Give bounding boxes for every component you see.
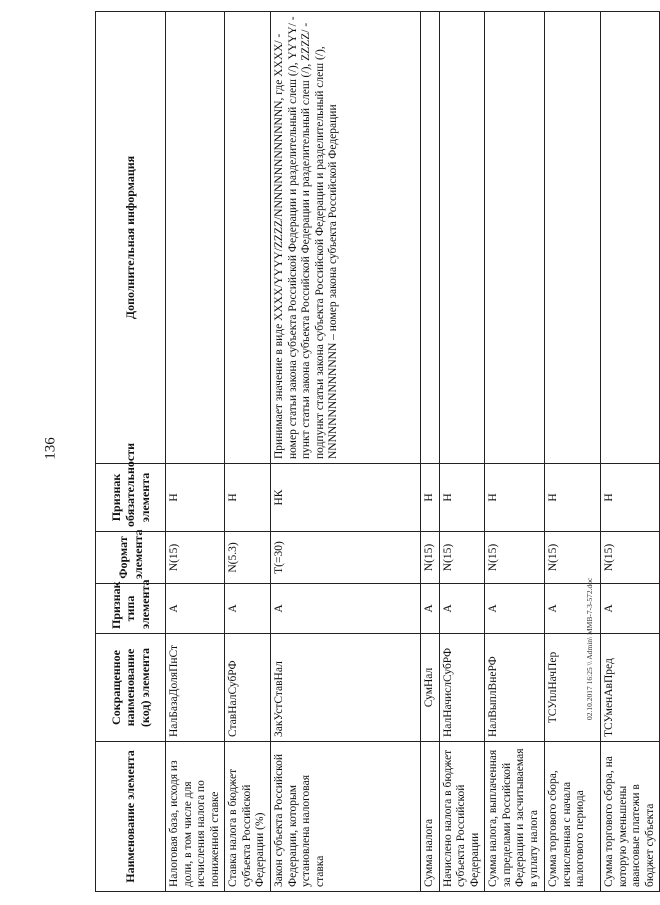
cell-type: А: [225, 584, 271, 634]
cell-info: [545, 12, 601, 464]
table-row: [439, 12, 485, 892]
cell-info: Принимает значение в виде XXXX/YYYY/ZZZZ/NNNNNNNNNNNNNN, где XXXX/ - номер статьи закона субъекта Российской Федерации и разделительный слеш (/), YYYY/ - пункт статьи закона субъекта Российской Федерации и разделительный слеш (/), ZZZZ/ - подпункт статьи закона субъекта Российской Федерации и разделительный слеш (/), NNNNNNNNNNNNNN – номер закона субъекта Российской Федерации: [270, 12, 420, 464]
cell-name: Сумма торгового сбора, исчисленная с начала налогового периода: [545, 742, 601, 892]
cell-info: [601, 12, 660, 464]
cell-required: Н: [545, 464, 601, 532]
cell-required: Н: [225, 464, 271, 532]
cell-format: N(15): [439, 532, 485, 584]
table-header-row: [96, 12, 166, 892]
cell-name: Сумма налога, выплаченная за пределами Российской Федерации и засчитываемая в уплату налога: [485, 742, 545, 892]
table-row: [420, 12, 439, 892]
cell-required: Н: [485, 464, 545, 532]
cell-type: А: [420, 584, 439, 634]
cell-info: [485, 12, 545, 464]
page-number: 136: [42, 437, 59, 460]
cell-name: Сумма налога: [420, 742, 439, 892]
cell-name: Закон субъекта Российской Федерации, которым установлена налоговая ставка: [270, 742, 420, 892]
cell-code: НалБазаДоляПнСт: [166, 634, 225, 742]
element-table: [95, 11, 660, 892]
table-row: [225, 12, 271, 892]
cell-required: НК: [270, 464, 420, 532]
header-format: Формат элемента: [96, 532, 166, 584]
cell-format: N(15): [545, 532, 601, 584]
header-required: Признак обязательности элемента: [96, 464, 166, 532]
cell-code: СумНал: [420, 634, 439, 742]
table-row: [166, 12, 225, 892]
cell-code: СтавНалСубРФ: [225, 634, 271, 742]
cell-format: N(15): [420, 532, 439, 584]
cell-required: Н: [439, 464, 485, 532]
cell-code: НалНачислСубРФ: [439, 634, 485, 742]
cell-code: НалВыплВнеРФ: [485, 634, 545, 742]
cell-code: ЗакУстСтавНал: [270, 634, 420, 742]
cell-name: Сумма торгового сбора, на которую уменьшены авансовые платежи в бюджет субъекта: [601, 742, 660, 892]
cell-type: А: [439, 584, 485, 634]
cell-format: N(15): [485, 532, 545, 584]
table-row: [601, 12, 660, 892]
cell-type: А: [166, 584, 225, 634]
cell-required: Н: [420, 464, 439, 532]
cell-type: А: [485, 584, 545, 634]
cell-format: N(5.3): [225, 532, 271, 584]
cell-required: Н: [601, 464, 660, 532]
header-info: Дополнительная информация: [96, 12, 166, 464]
footer-note: 02.10.2017 16:25 \\ Admin\ ММВ-7-3-572.doc: [585, 577, 594, 720]
cell-code: ТСУменАвПред: [601, 634, 660, 742]
header-type: Признак типа элемента: [96, 584, 166, 634]
cell-info: [439, 12, 485, 464]
cell-name: Начислено налога в бюджет субъекта Российской Федерации: [439, 742, 485, 892]
cell-info: [166, 12, 225, 464]
cell-code: ТСУплНачПер: [545, 634, 601, 742]
cell-type: А: [545, 584, 601, 634]
table-row: [270, 12, 420, 892]
header-code: Сокращенное наименование (код) элемента: [96, 634, 166, 742]
table-row: [485, 12, 545, 892]
rotated-table-wrapper: [95, 12, 656, 892]
cell-name: Ставка налога в бюджет субъекта Российской Федерации (%): [225, 742, 271, 892]
cell-info: [420, 12, 439, 464]
cell-required: Н: [166, 464, 225, 532]
cell-format: T(=30): [270, 532, 420, 584]
cell-type: А: [270, 584, 420, 634]
cell-format: N(15): [601, 532, 660, 584]
cell-type: А: [601, 584, 660, 634]
header-name: Наименование элемента: [96, 742, 166, 892]
table-row: [545, 12, 601, 892]
cell-info: [225, 12, 271, 464]
cell-format: N(15): [166, 532, 225, 584]
cell-name: Налоговая база, исходя из доли, в том числе для исчисления налога по пониженной ставке: [166, 742, 225, 892]
